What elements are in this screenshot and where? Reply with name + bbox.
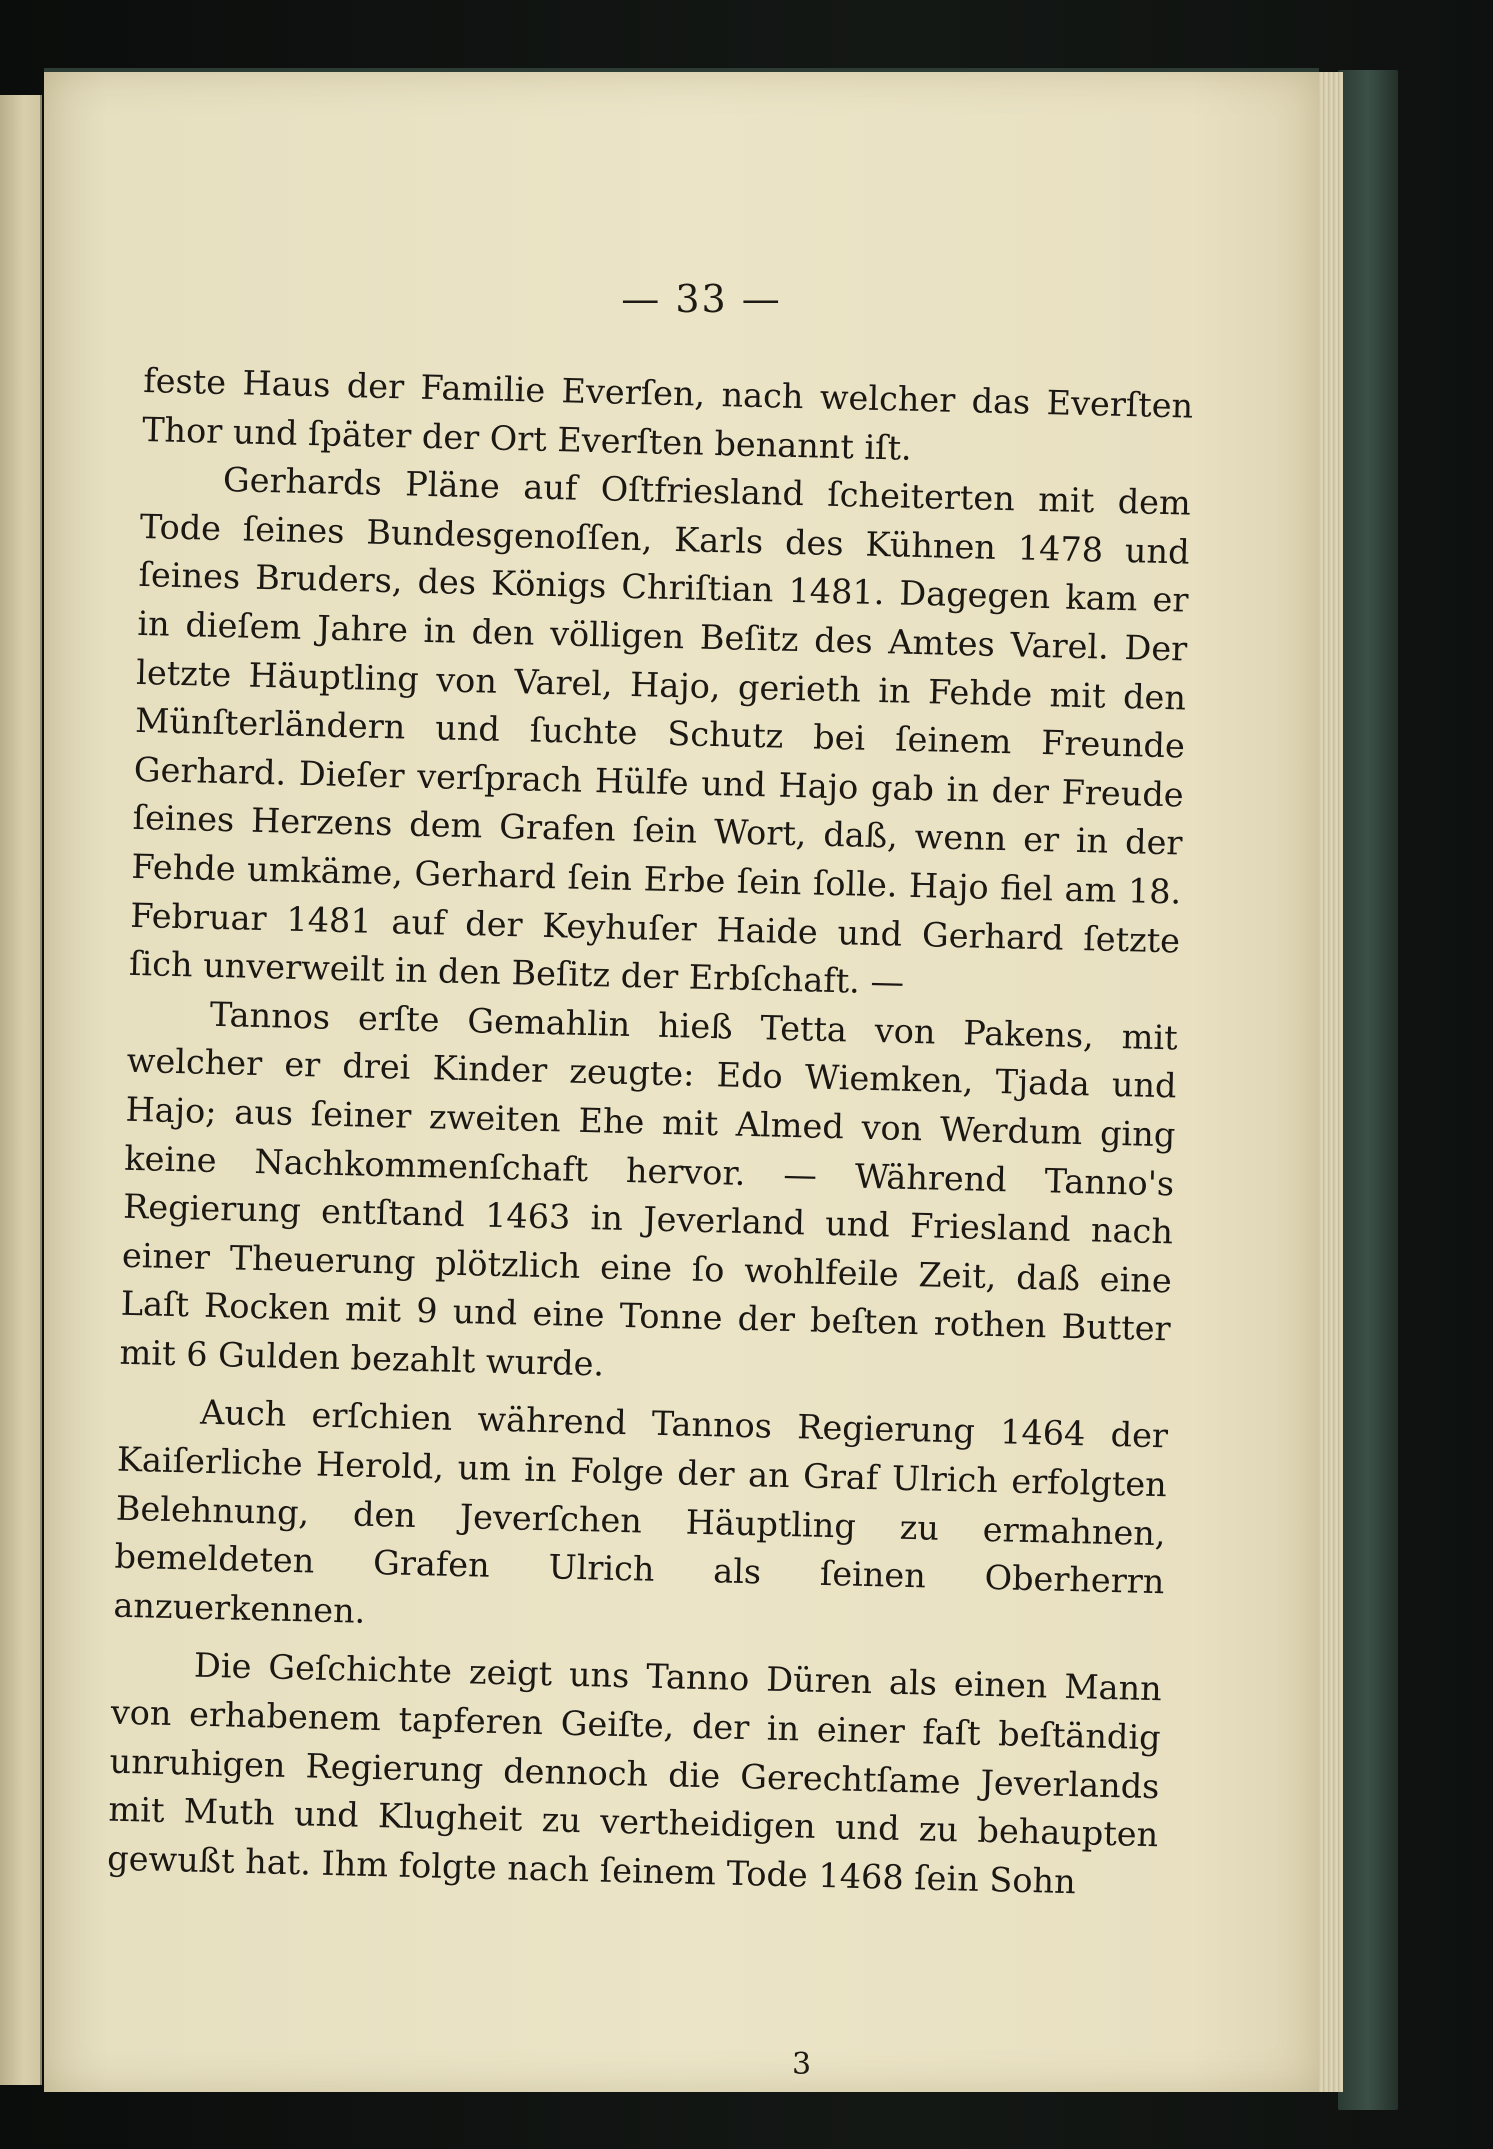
signature-mark: 3 bbox=[791, 2047, 812, 2082]
book-cover-board bbox=[1338, 70, 1398, 2110]
paragraph-2: Gerhards Pläne auf Oſtfriesland ſcheiterten mit dem Tode ſeines Bundesgenoſſen, Karls des Kühnen 1478 und ſeines Bruders, des Königs Chriſtian 1481. Dagegen kam er in dieſem Jahre in den völligen Beſitz des Amtes Varel. Der letzte Häuptling von Varel, Hajo, gerieth in Fehde mit den Münſterländern und ſuchte Schutz bei ſeinem Freunde Gerhard. Dieſer verſprach Hülfe und Hajo gab in der Freude ſeines Herzens dem Grafen ſein Wort, daß, wenn er in der Fehde umkäme, Gerhard ſein Erbe ſein ſolle. Hajo fiel am 18. Februar 1481 auf der Keyhuſer Haide und Gerhard ſetzte ſich unverweilt in den Beſitz der Erbſchaft. — bbox=[128, 460, 1192, 1002]
page-body-text bbox=[107, 357, 1194, 1909]
page-number: — 33 — bbox=[621, 277, 782, 321]
book-page bbox=[44, 68, 1319, 2092]
previous-page-edge bbox=[0, 95, 42, 2085]
paragraph-1: feste Haus der Familie Everſen, nach welcher das Everſten Thor und ſpäter der Ort Everſten benannt iſt. bbox=[141, 360, 1194, 468]
paragraph-4: Auch erſchien während Tannos Regierung 1464 der Kaiſerliche Herold, um in Folge der an Graf Ulrich erfolgten Belehnung, den Jeverſchen Häuptling zu ermahnen, bemeldeten Grafen Ulrich als ſeinen Oberherrn anzuerkennen. bbox=[113, 1393, 1169, 1631]
page-stack-edges bbox=[1319, 72, 1343, 2092]
paragraph-3: Tannos erſte Gemahlin hieß Tetta von Pakens, mit welcher er drei Kinder zeugte: Edo Wiemken, Tjada und Hajo; aus ſeiner zweiten Ehe mit Almed von Werdum ging keine Nachkommenſchaft hervor. — Während Tanno's Regierung entſtand 1463 in Jeverland und Friesland nach einer Theuerung plötzlich eine ſo wohlfeile Zeit, daß eine Laſt Rocken mit 9 und eine Tonne der beſten rothen Butter mit 6 Gulden bezahlt wurde. bbox=[119, 994, 1179, 1384]
paragraph-5: Die Geſchichte zeigt uns Tanno Düren als einen Mann von erhabenem tapferen Geiſte, der in einer faſt beſtändig unruhigen Regierung dennoch die Gerechtſame Jeverlands mit Muth und Klugheit zu vertheidigen und zu behaupten gewußt hat. Ihm folgte nach ſeinem Tode 1468 ſein Sohn bbox=[106, 1646, 1163, 1902]
